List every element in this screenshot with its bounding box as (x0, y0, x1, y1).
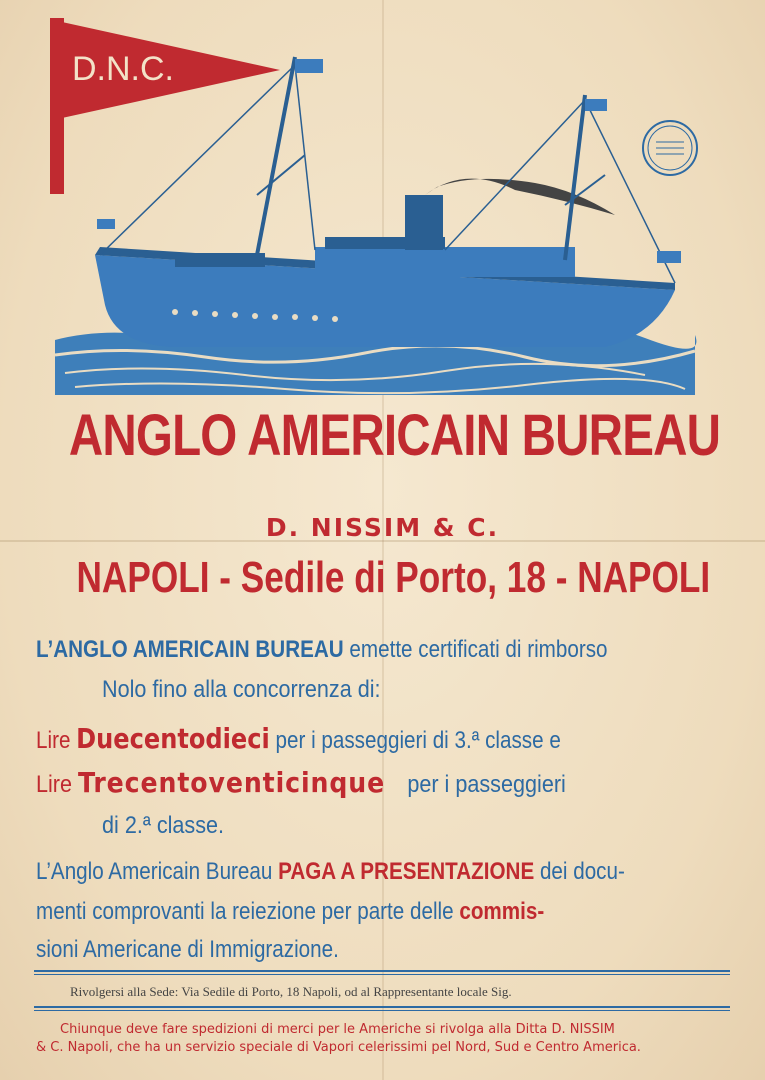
freight-line: Nolo fino alla concorrenza di: (102, 676, 381, 703)
divider-top-thin (34, 974, 730, 975)
second-class-continuation: di 2.ª classe. (102, 812, 225, 839)
payment-text-2: menti comprovanti la reiezione per parte delle (36, 898, 454, 925)
second-class-line (36, 766, 566, 799)
third-class-line (36, 722, 561, 755)
address-line: NAPOLI - Sedile di Porto, 18 - NAPOLI (76, 553, 711, 602)
divider-top (34, 970, 730, 972)
refund-statement (36, 636, 608, 664)
payment-text-end: dei docu- (539, 858, 625, 885)
refund-text: emette certificati di rimborso (349, 636, 608, 663)
currency-label: Lire (36, 771, 73, 798)
shipping-notice-line-2: & C. Napoli, che ha un servizio speciale di Vapori celerissimi pel Nord, Sud e Centro America. (36, 1040, 641, 1055)
contact-notice: Rivolgersi alla Sede: Via Sedile di Porto, 18 Napoli, od al Rappresentante locale Sig. (70, 984, 512, 999)
second-class-text: per i passeggieri (407, 771, 566, 798)
third-class-text: per i passeggieri di 3.ª classe e (275, 727, 561, 754)
payment-emphasis: PAGA A PRESENTAZIONE (278, 858, 535, 885)
payment-line-2 (36, 898, 544, 926)
poster-title: ANGLO AMERICAIN BUREAU (68, 403, 721, 468)
amount-third-class: Duecentodieci (76, 722, 270, 755)
commission-word: commis- (459, 898, 545, 925)
payment-line-3: sioni Americane di Immigrazione. (36, 936, 339, 963)
company-name: D. NISSIM & C. (265, 513, 500, 542)
amount-second-class: Trecentoventicinque (78, 766, 386, 799)
divider-bottom-thin (34, 1010, 730, 1011)
divider-bottom (34, 1006, 730, 1008)
currency-label: Lire (36, 727, 71, 754)
flag-text: D.N.C. (72, 50, 174, 88)
steamship-illustration (45, 55, 705, 400)
bureau-name: L’Anglo Americain Bureau (36, 858, 273, 885)
shipping-notice-line-1: Chiunque deve fare spedizioni di merci per le Americhe si rivolga alla Ditta D. NISSIM (60, 1022, 615, 1037)
payment-statement (36, 858, 625, 886)
brand-name: L’ANGLO AMERICAIN BUREAU (36, 636, 344, 663)
